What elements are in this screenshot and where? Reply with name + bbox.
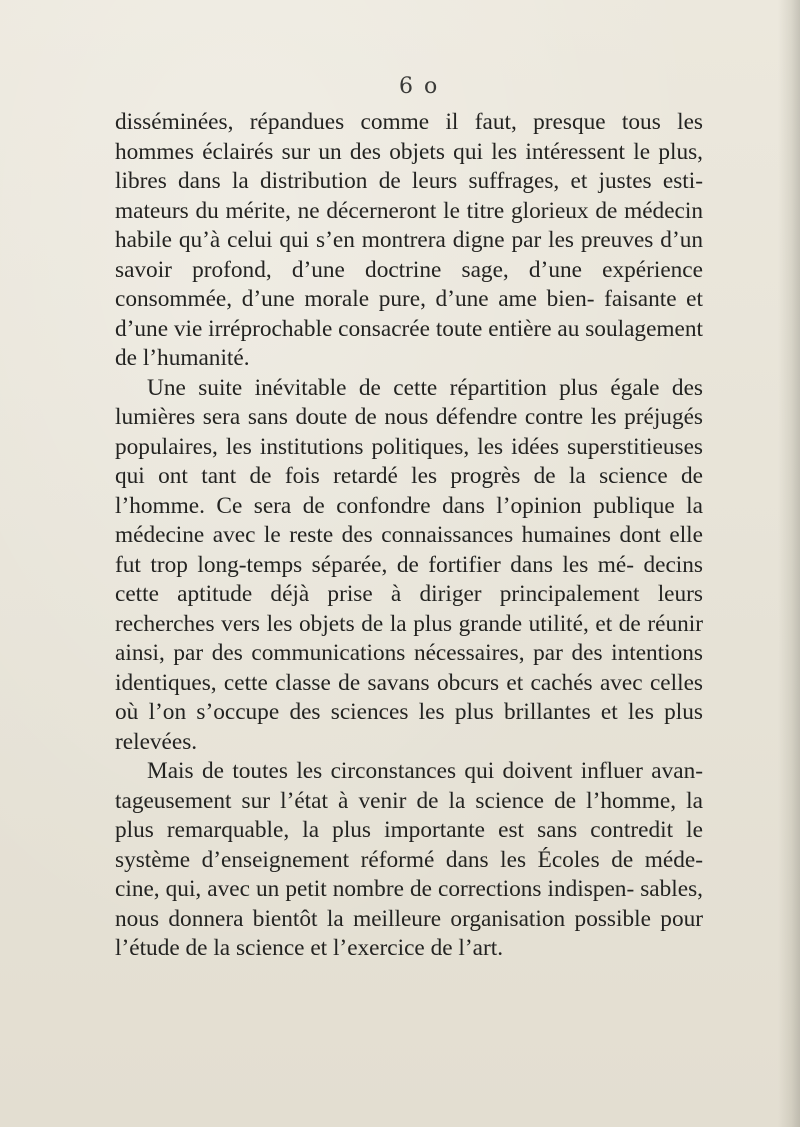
paragraph-3: Mais de toutes les circonstances qui doivent influer avan- tageusement sur l’état à venir de la science de l’homme, la plus remarquable, la plus importante est sans contredit le système d’enseignement réformé dans les Écoles de méde- cine, qui, avec un petit nombre de corrections indispen- sables, nous donnera bientôt la meilleure organisation possible pour l’étude de la science et l’exercice de l’art. [115,758,703,961]
page-edge-shadow [778,0,800,1127]
paragraph-1: disséminées, répandues comme il faut, presque tous les hommes éclairés sur un des objets qui les intéressent le plus, libres dans la distribution de leurs suffrages, et justes esti- mateurs du mérite, ne décerneront le titre glorieux de médecin habile qu’à celui qui s’en montrera digne par les preuves d’un savoir profond, d’une doctrine sage, d’une expérience consommée, d’une morale pure, d’une ame bien- faisante et d’une vie irréprochable consacrée toute entière au soulagement de l’humanité. [115,109,703,371]
paragraph-2: Une suite inévitable de cette répartition plus égale des lumières sera sans doute de nous défendre contre les préjugés populaires, les institutions politiques, les idées superstitieuses qui ont tant de fois retardé les progrès de la science de l’homme. Ce sera de confondre dans l’opinion publique la médecine avec le reste des connaissances humaines dont elle fut trop long-temps séparée, de fortifier dans les mé- decins cette aptitude déjà prise à diriger principalement leurs recherches vers les objets de la plus grande utilité, et de réunir ainsi, par des communications nécessaires, par des intentions identiques, cette classe de savans obcurs et cachés avec celles où l’on s’occupe des sciences les plus brillantes et les plus relevées. [115,374,703,755]
page-number: 6 o [399,74,440,99]
page-body [115,108,703,964]
